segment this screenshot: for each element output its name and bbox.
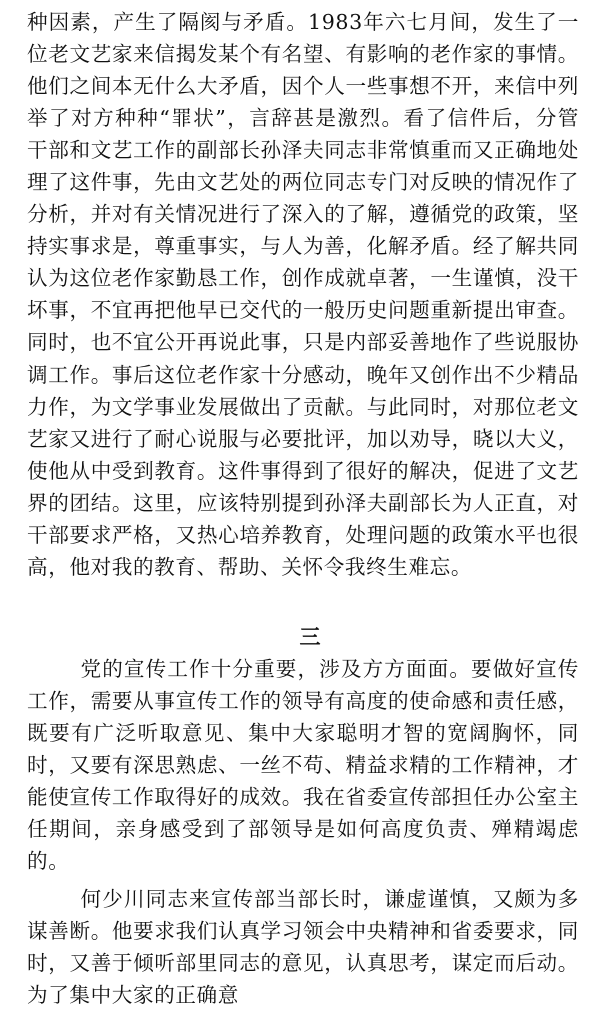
body-paragraph: 党的宣传工作十分重要，涉及方方面面。要做好宣传工作，需要从事宣传工作的领导有高度的使命感和责任感，既要有广泛听取意见、集中大家聪明才智的宽阔胸怀，同时，又要有深思熟虑、一丝不苟、精益求精的工作精神，才能使宣传工作取得好的成效。我在省委宣传部担任办公室主任期间，亲身感受到了部领导是如何高度负责、殚精竭虑的。 <box>27 656 579 874</box>
body-paragraph: 何少川同志来宣传部当部长时，谦虚谨慎，又颇为多谋善断。他要求我们认真学习领会中央精神和省委要求，同时，又善于倾听部里同志的意见，认真思考，谋定而后动。为了集中大家的正确意 <box>27 887 579 1008</box>
body-paragraph: 种因素，产生了隔阂与矛盾。1983年六七月间，发生了一位老文艺家来信揭发某个有名望、有影响的老作家的事情。他们之间本无什么大矛盾，因个人一些事想不开，来信中列举了对方种种“罪状”，言辞甚是激烈。看了信件后，分管干部和文艺工作的副部长孙泽夫同志非常慎重而又正确地处理了这件事，先由文艺处的两位同志专门对反映的情况作了分析，并对有关情况进行了深入的了解，遵循党的政策，坚持实事求是，尊重事实，与人为善，化解矛盾。经了解共同认为这位老作家勤恳工作，创作成就卓著，一生谨慎，没干坏事，不宜再把他早已交代的一般历史问题重新提出审查。同时，也不宜公开再说此事，只是内部妥善地作了些说服协调工作。事后这位老作家十分感动，晚年又创作出不少精品力作，为文学事业发展做出了贡献。与此同时，对那位老文艺家又进行了耐心说服与必要批评，加以劝导，晓以大义，使他从中受到教育。这件事得到了很好的解决，促进了文艺界的团结。这里，应该特别提到孙泽夫副部长为人正直，对干部要求严格，又热心培养教育，处理问题的政策水平也很高，他对我的教育、帮助、关怀令我终生难忘。 <box>27 10 579 579</box>
section-heading: 三 <box>299 623 321 649</box>
document-page <box>27 6 579 1011</box>
